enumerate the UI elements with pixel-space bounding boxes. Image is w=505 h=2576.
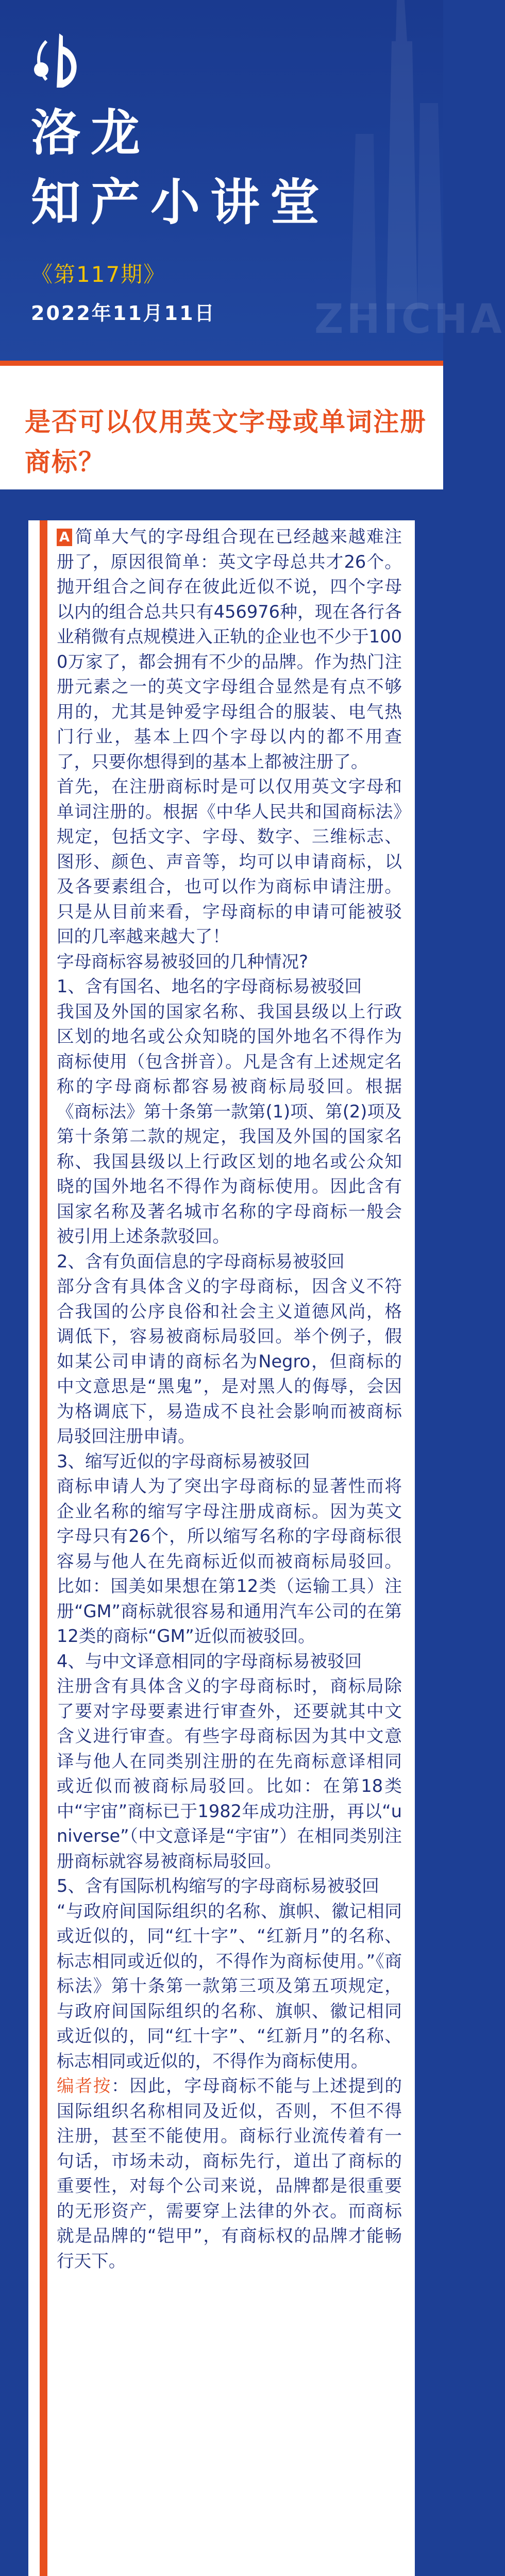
editor-label: 编者按 (57, 2076, 112, 2096)
paragraph-3: 商标申请人为了突出字母商标的显著性而将企业名称的缩写字母注册成商标。因为英文字母只有26个，所以缩写名称的字母商标很容易与他人在先商标近似而被商标局驳回。比如：国美如果想在第12类（运输工具）注册“GM”商标就很容易和通用汽车公司的在第12类的商标“GM”近似而被驳回。 (57, 1476, 402, 1646)
building-illustration (335, 0, 443, 309)
issue-number: 《第117期》 (31, 262, 166, 287)
question-card (0, 361, 443, 489)
paragraph-2: 部分含有具体含义的字母商标，因含义不符合我国的公序良俗和社会主义道德风尚，格调低下，容易被商标局驳回。举个例子，假如某公司申请的商标名为Negro，但商标的中文意思是“黑鬼”，是对黑人的侮辱，会因为格调底下，易造成不良社会影响而被商标局驳回注册申请。 (57, 1276, 402, 1446)
paragraph-intro-text: 简单大气的字母组合现在已经越来越难注册了，原因很简单：英文字母总共才26个。抛开组合之间存在彼此近似不说，四个字母以内的组合总共只有456976种，现在各行各业稍微有点规模进入正轨的企业也不少于1000万家了，都会拥有不少的品牌。作为热门注册元素之一的英文字母组合显然是有点不够用的，尤其是钟爱字母组合的服装、电气热门行业，基本上四个字母以内的都不用查了，只要你想得到的基本上都被注册了。 (57, 527, 402, 772)
subheading-3: 3、缩写近似的字母商标易被驳回 (57, 1451, 310, 1471)
paragraph-intro (57, 524, 402, 774)
header-banner (0, 0, 505, 361)
brand-logo-icon (31, 31, 88, 93)
question-title: 是否可以仅用英文字母或单词注册商标？ (25, 407, 427, 477)
paragraph-1: 我国及外国的国家名称、我国县级以上行政区划的地名或公众知晓的国外地名不得作为商标使用（包含拼音）。凡是含有上述规定名称的字母商标都容易被商标局驳回。根据《商标法》第十条第一款第(1)项、第(2)项及第十条第二款的规定，我国及外国的国家名称、我国县级以上行政区划的地名或公众知晓的国外地名不得作为商标使用。因此含有国家名称及著名城市名称的字母商标一般会被引用上述条款驳回。 (57, 1001, 402, 1246)
editor-note-text: ：因此，字母商标不能与上述提到的国际组织名称相同及近似，否则，不但不得注册，甚至不能使用。商标行业流传着有一句话，市场未动，商标先行，道出了商标的重要性，对每个公司来说，品牌都是很重要的无形资产，需要穿上法律的外衣。而商标就是品牌的“铠甲”，有商标权的品牌才能畅行天下。 (57, 2076, 402, 2271)
subheading-2: 2、含有负面信息的字母商标易被驳回 (57, 1251, 345, 1272)
paragraph-legal-basis: 首先，在注册商标时是可以仅用英文字母和单词注册的。根据《中华人民共和国商标法》规定，包括文字、字母、数字、三维标志、图形、颜色、声音等，均可以申请商标，以及各要素组合，也可以作为商标申请注册。只是从目前来看，字母商标的申请可能被驳回的几率越来越大了！ (57, 776, 402, 946)
section-heading: 字母商标容易被驳回的几种情况? (57, 951, 308, 972)
subheading-4: 4、与中文译意相同的字母商标易被驳回 (57, 1651, 362, 1671)
publish-date: 2022年11月11日 (31, 302, 216, 325)
article-accent-stripe (40, 520, 47, 2576)
watermark-text: ZHICHA (314, 296, 505, 343)
article-body (57, 524, 402, 2274)
paragraph-4: 注册含有具体含义的字母商标时，商标局除了要对字母要素进行审查外，还要就其中文含义进行审查。有些字母商标因为其中文意译与他人在同类别注册的在先商标意译相同或近似而被商标局驳回。比如：在第18类中“宇宙”商标已于1982年成功注册，再以“universe”（中文意译是“宇宙”）在相同类别注册商标就容易被商标局驳回。 (57, 1676, 402, 1871)
subheading-5: 5、含有国际机构缩写的字母商标易被驳回 (57, 1876, 379, 1896)
article-card (28, 520, 415, 2576)
subheading-1: 1、含有国名、地名的字母商标易被驳回 (57, 976, 362, 996)
question-accent-bar (0, 361, 443, 366)
editor-note (57, 2074, 402, 2274)
answer-badge: A (57, 529, 72, 546)
page-title-line1: 洛龙 (31, 104, 150, 162)
page-title-line2: 知产小讲堂 (31, 174, 330, 231)
paragraph-5: “与政府间国际组织的名称、旗帜、徽记相同或近似的，同“红十字”、“红新月”的名称、标志相同或近似的，不得作为商标使用。”《商标法》第十条第一款第三项及第五项规定，与政府间国际组织的名称、旗帜、徽记相同或近似的，同“红十字”、“红新月”的名称、标志相同或近似的，不得作为商标使用。 (57, 1901, 402, 2071)
